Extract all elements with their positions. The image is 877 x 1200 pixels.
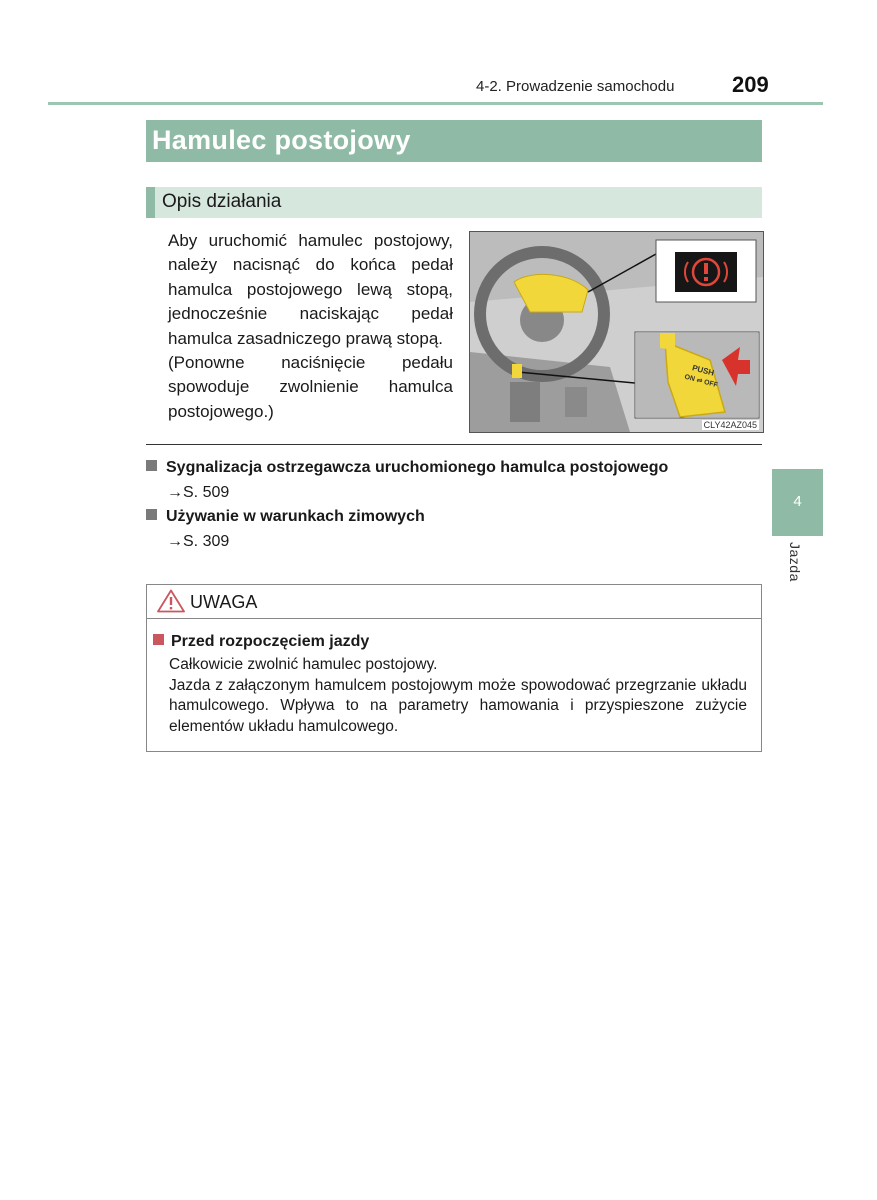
warning-body [169, 655, 747, 737]
warning-triangle-icon [157, 589, 185, 613]
cockpit-illustration [470, 232, 763, 432]
bullet-item-winter-use [146, 508, 425, 526]
pedal-label-push: PUSH [691, 363, 716, 378]
body-paragraph-1: Aby uruchomić hamulec postojowy, należy nacisnąć do końca pedał hamulca postojowego lewą stopą, jednocześnie naciskając pedał hamulca zasadniczego prawą stopą. [168, 231, 453, 348]
bullet-label: Sygnalizacja ostrzegawcza uruchomionego hamulca postojowego [166, 459, 669, 476]
body-paragraph-2: (Ponowne naciśnięcie pedału spowoduje zwolnienie hamulca postojowego.) [168, 353, 453, 421]
subtitle-accent [146, 187, 155, 218]
page-reference: →S. 309 [167, 533, 230, 550]
page-reference: →S. 509 [167, 484, 230, 501]
warning-subtitle-row [153, 633, 369, 651]
section-subtitle: Opis działania [162, 191, 282, 212]
page-number: 209 [732, 72, 769, 97]
warning-box [146, 584, 762, 752]
subtitle-bar [146, 187, 762, 218]
page-title: Hamulec postojowy [152, 125, 411, 155]
title-bar [146, 120, 762, 162]
section-heading: 4-2. Prowadzenie samochodu [476, 78, 675, 95]
bullet-square-icon [146, 460, 157, 471]
warning-title: UWAGA [190, 592, 258, 612]
pedal-label-onoff: ON ⇌ OFF [683, 373, 719, 390]
bullet-item-warning-signal [146, 459, 668, 477]
warning-line-1: Całkowicie zwolnić hamulec postojowy. [169, 656, 438, 673]
bullet-square-icon [146, 509, 157, 520]
section-divider [146, 444, 762, 445]
warning-subtitle: Przed rozpoczęciem jazdy [171, 633, 370, 650]
body-text [168, 229, 453, 424]
warning-square-icon [153, 634, 164, 645]
chapter-number: 4 [793, 493, 802, 510]
chapter-label: Jazda [787, 542, 803, 582]
chapter-tab [772, 469, 823, 536]
warning-line-2: Jazda z załączonym hamulcem postojowym może spowodować przegrzanie układu hamulcowego. Wpływa to na parametry hamowania i przyspieszone zużycie elementów układu hamulcowego. [169, 676, 747, 735]
warning-header [147, 585, 761, 619]
header-rule [48, 102, 823, 105]
bullet-label: Używanie w warunkach zimowych [166, 508, 425, 525]
figure-code: CLY42AZ045 [703, 420, 757, 430]
parking-brake-illustration [469, 231, 764, 433]
